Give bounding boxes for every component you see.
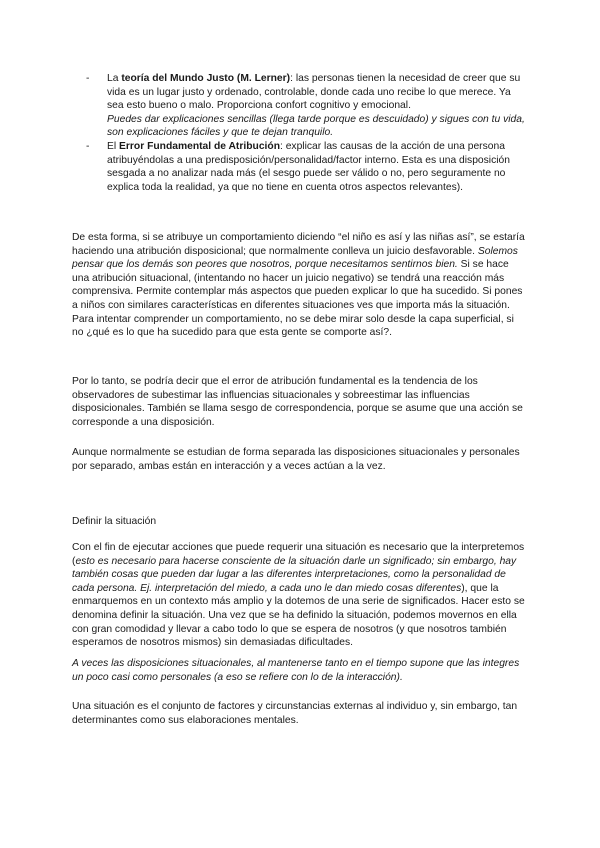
bullet-dash: -	[86, 140, 90, 152]
section-heading: Definir la situación	[72, 516, 157, 527]
bullet-list	[86, 72, 526, 194]
paragraph-disposiciones: Aunque normalmente se estudian de forma separada las disposiciones situacionales y personales por separado, ambas están en interacción y a veces actúan a la vez.	[72, 447, 520, 472]
term-mundo-justo: teoría del Mundo Justo (M. Lerner)	[121, 73, 291, 84]
bullet-text: : las personas tienen la necesidad de creer que su vida es un lugar justo y ordenado, controlable, donde cada uno recibe lo que merece. Ya sea esto bueno o malo. Proporciona confort cognitivo y emocional.	[107, 73, 521, 112]
paragraph-definir-situacion	[72, 541, 526, 650]
paragraph-text: Si se hace una atribución situacional, (intentando no hacer un juicio negativo) se tendrá una reacción más comprensiva. Permite contemplar más aspectos que pueden explicar lo que ha sucedido. Si pones a niños con similares características en diferentes situaciones ves que importa más la situación. Para intentar comprender un comportamiento, no se debe mirar solo desde la capa superficial, si no ¿qué es lo que ha sucedido para que esta gente se comporte así?.	[72, 259, 523, 339]
paragraph-text: ), que la enmarquemos en un contexto más amplio y la dotemos de una serie de significados. Hacer esto se denomina definir la situación. Una vez que se ha definido la situación, podemos movernos en ella con gran comodidad y llevar a cabo todo lo que se espera de nosotros (y que nosotros también esperamos de nosotros mismos) sin demasiadas dificultades.	[72, 582, 525, 649]
bullet-dash: -	[86, 73, 90, 84]
paragraph-italic-note: A veces las disposiciones situacionales, al mantenerse tanto en el tiempo supone que las integres un poco casi como personales (a eso se refiere con lo de la interacción).	[72, 658, 520, 683]
paragraph-italic: esto es necesario para hacerse consciente de la situación darle un significado; sin embargo, hay también cosas que pueden dar lugar a las diferentes interpretaciones, como la personalidad de cada persona. Ej. interpretación del miedo, a cada uno le dan miedo cosas diferentes	[72, 555, 517, 594]
bullet-text: : explicar las causas de la acción de una persona atribuyéndolas a una predisposición/personalidad/factor interno. Esta es una disposición sesgada a no analizar nada más (el sesgo puede ser válido o no, pero seguramente no explica toda la realidad, ya que no tiene en cuenta otros aspectos relevantes).	[107, 140, 510, 193]
bullet-item-error-fundamental	[86, 140, 526, 194]
paragraph-italic: Solemos pensar que los demás son peores que nosotros, porque necesitamos sentirnos bien.	[72, 245, 518, 271]
paragraph-text: De esta forma, si se atribuye un comportamiento diciendo “el niño es así y las niñas así”, se estaría haciendo una atribución disposicional; que normalmente conlleva un juicio desfavorable.	[72, 232, 525, 257]
paragraph-situacion-definicion: Una situación es el conjunto de factores y circunstancias externas al individuo y, sin embargo, tan determinantes como sus elaboraciones mentales.	[72, 701, 518, 726]
paragraph-error-atribucion: Por lo tanto, se podría decir que el error de atribución fundamental es la tendencia de los observadores de subestimar las influencias situacionales y sobreestimar las influencias disposicionales. También se llama sesgo de correspondencia, porque se asume que una acción se corresponde a una disposición.	[72, 376, 523, 428]
bullet-item-mundo-justo	[86, 72, 526, 140]
bullet-prefix: La	[107, 73, 122, 84]
bullet-prefix: El	[107, 140, 120, 152]
paragraph-text: Con el fin de ejecutar acciones que puede requerir una situación es necesario que la interpretemos (	[72, 542, 525, 567]
bullet-italic-note: Puedes dar explicaciones sencillas (llega tarde porque es descuidado) y sigues con tu vida, son explicaciones fáciles y que te dejan tranquilo.	[107, 113, 525, 139]
term-error-fundamental: Error Fundamental de Atribución	[119, 140, 280, 152]
paragraph-atribucion	[72, 231, 526, 340]
